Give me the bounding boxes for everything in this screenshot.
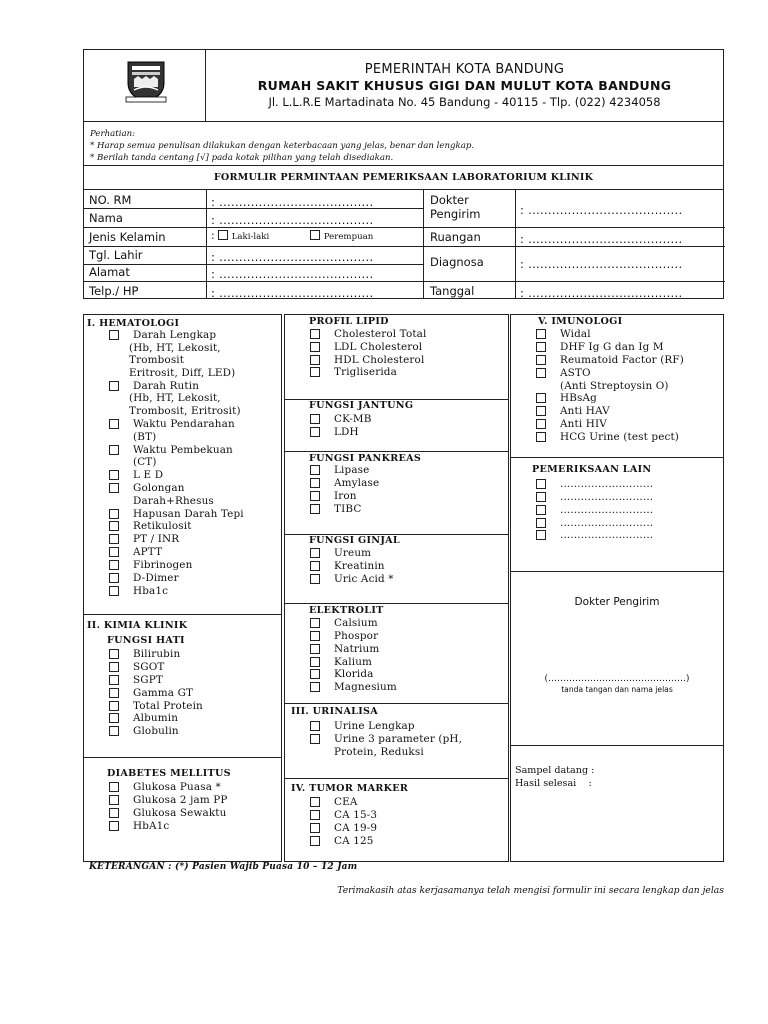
item-phospor[interactable]: Phospor: [334, 630, 378, 643]
item-trigliserida[interactable]: Trigliserida: [334, 366, 397, 379]
item-sub: Trombosit, Eritrosit): [129, 405, 241, 417]
checkbox[interactable]: [109, 649, 119, 659]
item-sgot[interactable]: SGOT: [133, 661, 164, 674]
item-kalium[interactable]: Kalium: [334, 656, 372, 669]
item-hbsag[interactable]: HBsAg: [560, 392, 597, 405]
item-retikulosit[interactable]: Retikulosit: [133, 520, 192, 533]
pemeriksaan-lain-title: PEMERIKSAAN LAIN: [532, 464, 652, 475]
urinalisa-title: III. URINALISA: [291, 706, 378, 717]
checkbox[interactable]: [310, 618, 320, 628]
checkbox[interactable]: [310, 631, 320, 641]
footer-keterangan: KETERANGAN : (*) Pasien Wajib Puasa 10 – 12 Jam: [89, 862, 358, 872]
instruction-2: * Berilah tanda centang [√] pada kotak pilihan yang telah disediakan.: [90, 153, 394, 163]
label-tanggal: Tanggal: [430, 284, 475, 298]
field-dokter-pengirim[interactable]: : .......................................: [520, 203, 683, 217]
item-sub: Darah+Rhesus: [133, 495, 214, 507]
item-amylase[interactable]: Amylase: [334, 477, 379, 490]
government-name: PEMERINTAH KOTA BANDUNG: [364, 62, 565, 77]
item-sub: Trombosit: [129, 354, 185, 366]
item-globulin[interactable]: Globulin: [133, 725, 179, 738]
label-diagnosa: Diagnosa: [430, 255, 484, 269]
item-lain-5[interactable]: ...........................: [560, 529, 653, 542]
checkbox[interactable]: [109, 381, 119, 391]
field-jenis-kelamin: : Laki-laki Perempuan: [211, 229, 374, 242]
item-cholesterol-total[interactable]: Cholesterol Total: [334, 328, 427, 341]
checkbox[interactable]: [536, 530, 546, 540]
checkbox[interactable]: [109, 547, 119, 557]
checkbox[interactable]: [109, 330, 119, 340]
item-natrium[interactable]: Natrium: [334, 643, 379, 656]
divider: [206, 190, 207, 299]
item-cea[interactable]: CEA: [334, 796, 358, 809]
checkbox[interactable]: [310, 414, 320, 424]
option-perempuan: Perempuan: [323, 232, 374, 242]
field-no-rm[interactable]: : .......................................: [211, 195, 374, 209]
item-anti-hiv[interactable]: Anti HIV: [560, 418, 607, 431]
item-asto[interactable]: ASTO: [560, 367, 591, 380]
elektrolit-title: ELEKTROLIT: [309, 605, 384, 616]
item-pt-inr[interactable]: PT / INR: [133, 533, 179, 546]
item-sub: (Anti Streptoysin O): [560, 380, 669, 392]
item-sub: (Hb, HT, Lekosit,: [129, 342, 221, 354]
field-diagnosa[interactable]: : .......................................: [520, 257, 683, 271]
checkbox[interactable]: [536, 393, 546, 403]
item-magnesium[interactable]: Magnesium: [334, 681, 397, 694]
item-aptt[interactable]: APTT: [133, 546, 162, 559]
divider: [84, 246, 725, 247]
label-alamat: Alamat: [89, 265, 130, 279]
instruction-1: * Harap semua penulisan dilakukan dengan keterbacaan yang jelas, benar dan lengkap.: [90, 141, 475, 151]
field-tgl-lahir[interactable]: : .......................................: [211, 250, 374, 264]
item-kreatinin[interactable]: Kreatinin: [334, 560, 385, 573]
label-jenis-kelamin: Jenis Kelamin: [89, 230, 166, 244]
item-glukosa-puasa[interactable]: Glukosa Puasa *: [133, 781, 221, 794]
item-d-dimer[interactable]: D-Dimer: [133, 572, 179, 585]
checkbox[interactable]: [109, 688, 119, 698]
item-hcg-urine[interactable]: HCG Urine (test pect): [560, 431, 679, 444]
item-lain-1[interactable]: ...........................: [560, 478, 653, 491]
item-lain-4[interactable]: ...........................: [560, 517, 653, 530]
checkbox[interactable]: [310, 491, 320, 501]
label-ruangan: Ruangan: [430, 230, 481, 244]
checkbox[interactable]: [310, 427, 320, 437]
divider: [84, 264, 423, 265]
item-sub: Eritrosit, Diff, LED): [129, 367, 236, 379]
checkbox[interactable]: [310, 355, 320, 365]
item-golongan-darah[interactable]: Golongan: [133, 482, 185, 495]
divider: [84, 227, 725, 228]
checkbox[interactable]: [536, 355, 546, 365]
item-dhf[interactable]: DHF Ig G dan Ig M: [560, 341, 664, 354]
label-dokter-pengirim: Dokter Pengirim: [430, 193, 481, 221]
item-uric-acid[interactable]: Uric Acid *: [334, 573, 394, 586]
checkbox[interactable]: [109, 483, 119, 493]
checkbox[interactable]: [536, 505, 546, 515]
hematologi-title: I. HEMATOLOGI: [87, 318, 180, 329]
item-reumatoid-factor[interactable]: Reumatoid Factor (RF): [560, 354, 684, 367]
item-lipase[interactable]: Lipase: [334, 464, 369, 477]
instructions: [83, 121, 724, 166]
item-glukosa-2-jam-pp[interactable]: Glukosa 2 jam PP: [133, 794, 228, 807]
item-tibc[interactable]: TIBC: [334, 503, 361, 516]
item-ureum[interactable]: Ureum: [334, 547, 371, 560]
checkbox[interactable]: [109, 470, 119, 480]
checkbox[interactable]: [536, 479, 546, 489]
field-tanggal[interactable]: : .......................................: [520, 286, 683, 300]
item-fibrinogen[interactable]: Fibrinogen: [133, 559, 192, 572]
divider: [515, 190, 516, 299]
divider: [84, 281, 725, 282]
checkbox[interactable]: [109, 521, 119, 531]
checkbox[interactable]: [109, 808, 119, 818]
field-alamat[interactable]: : .......................................: [211, 267, 374, 281]
fungsi-ginjal-title: FUNGSI GINJAL: [309, 535, 400, 546]
tumor-marker-title: IV. TUMOR MARKER: [291, 783, 409, 794]
item-urine-3-parameter[interactable]: Urine 3 parameter (pH,: [334, 733, 462, 746]
exam-grid: [83, 314, 724, 862]
item-ca-19-9[interactable]: CA 19-9: [334, 822, 377, 835]
checkbox[interactable]: [109, 509, 119, 519]
item-total-protein[interactable]: Total Protein: [133, 700, 203, 713]
checkbox[interactable]: [109, 675, 119, 685]
item-anti-hav[interactable]: Anti HAV: [560, 405, 610, 418]
hospital-address: Jl. L.L.R.E Martadinata No. 45 Bandung - 40115 - Tlp. (022) 4234058: [268, 95, 661, 109]
signature-line[interactable]: (……………………………………….): [544, 674, 690, 684]
fungsi-jantung-title: FUNGSI JANTUNG: [309, 400, 414, 411]
checkbox[interactable]: [109, 662, 119, 672]
profil-lipid-title: PROFIL LIPID: [309, 316, 389, 327]
checkbox[interactable]: [109, 795, 119, 805]
checkbox[interactable]: [310, 823, 320, 833]
form-title: FORMULIR PERMINTAAN PEMERIKSAAN LABORATORIUM KLINIK: [84, 166, 723, 190]
field-ruangan[interactable]: : .......................................: [520, 232, 683, 246]
checkbox[interactable]: [109, 586, 119, 596]
checkbox[interactable]: [310, 504, 320, 514]
item-urine-lengkap[interactable]: Urine Lengkap: [334, 720, 415, 733]
signature-title: Dokter Pengirim: [574, 596, 660, 608]
item-sub: (CT): [133, 456, 157, 468]
checkbox[interactable]: [310, 478, 320, 488]
fungsi-pankreas-title: FUNGSI PANKREAS: [309, 453, 422, 464]
checkbox[interactable]: [109, 713, 119, 723]
fungsi-hati-title: FUNGSI HATI: [107, 635, 185, 646]
item-hdl-cholesterol[interactable]: HDL Cholesterol: [334, 354, 424, 367]
item-sub: (Hb, HT, Lekosit,: [129, 392, 221, 404]
label-tgl-lahir: Tgl. Lahir: [89, 248, 143, 262]
item-hba1c[interactable]: HbA1c: [133, 820, 169, 833]
checkbox[interactable]: [536, 492, 546, 502]
sampel-datang[interactable]: Sampel datang :: [515, 765, 595, 776]
checkbox[interactable]: [109, 821, 119, 831]
label-nama: Nama: [89, 211, 123, 225]
checkbox[interactable]: [310, 810, 320, 820]
patient-identity-table: [83, 165, 724, 299]
item-ca-125[interactable]: CA 125: [334, 835, 374, 848]
divider: [423, 190, 424, 299]
hospital-name: RUMAH SAKIT KHUSUS GIGI DAN MULUT KOTA BANDUNG: [257, 78, 672, 93]
item-ca-15-3[interactable]: CA 15-3: [334, 809, 377, 822]
item-hba1c-hema[interactable]: Hba1c: [133, 585, 168, 598]
checkbox[interactable]: [310, 721, 320, 731]
item-ldl-cholesterol[interactable]: LDL Cholesterol: [334, 341, 422, 354]
logo-cell: [84, 50, 206, 122]
instructions-title: Perhatian:: [90, 129, 136, 139]
field-telp[interactable]: : .......................................: [211, 286, 374, 300]
diabetes-title: DIABETES MELLITUS: [107, 768, 231, 779]
checkbox[interactable]: [310, 548, 320, 558]
checkbox[interactable]: [310, 465, 320, 475]
imunologi-title: V. IMUNOLOGI: [538, 316, 623, 327]
item-waktu-pendarahan[interactable]: Waktu Pendarahan: [133, 418, 235, 431]
checkbox[interactable]: [536, 419, 546, 429]
checkbox[interactable]: [310, 682, 320, 692]
option-laki-laki: Laki-laki: [231, 232, 270, 242]
item-gamma-gt[interactable]: Gamma GT: [133, 687, 193, 700]
kimia-title: II. KIMIA KLINIK: [87, 620, 188, 631]
label-no-rm: NO. RM: [89, 193, 132, 207]
item-albumin[interactable]: Albumin: [133, 712, 178, 725]
checkbox[interactable]: [536, 342, 546, 352]
item-lain-2[interactable]: ...........................: [560, 491, 653, 504]
checkbox[interactable]: [310, 836, 320, 846]
hasil-selesai[interactable]: Hasil selesai :: [515, 778, 592, 789]
item-widal[interactable]: Widal: [560, 328, 591, 341]
checkbox[interactable]: [310, 367, 320, 377]
label-telp: Telp./ HP: [89, 284, 139, 298]
checkbox[interactable]: [109, 445, 119, 455]
item-darah-rutin[interactable]: Darah Rutin: [133, 380, 199, 393]
checkbox[interactable]: [310, 329, 320, 339]
item-led[interactable]: L E D: [133, 469, 163, 482]
checkbox[interactable]: [536, 518, 546, 528]
field-nama[interactable]: : .......................................: [211, 213, 374, 227]
bandung-city-emblem-icon: [124, 59, 168, 103]
checkbox[interactable]: [310, 574, 320, 584]
form-header: [83, 49, 724, 122]
checkbox[interactable]: [109, 419, 119, 429]
checkbox[interactable]: [109, 534, 119, 544]
checkbox[interactable]: [109, 573, 119, 583]
checkbox[interactable]: [310, 561, 320, 571]
checkbox[interactable]: [310, 342, 320, 352]
checkbox[interactable]: [536, 329, 546, 339]
checkbox-laki-laki[interactable]: [218, 230, 228, 240]
checkbox[interactable]: [536, 368, 546, 378]
checkbox[interactable]: [310, 797, 320, 807]
item-lain-3[interactable]: ...........................: [560, 504, 653, 517]
checkbox[interactable]: [536, 406, 546, 416]
signature-caption: tanda tangan dan nama jelas: [561, 685, 673, 694]
section-sampel: [510, 745, 724, 862]
item-glukosa-sewaktu[interactable]: Glukosa Sewaktu: [133, 807, 226, 820]
item-darah-lengkap[interactable]: Darah Lengkap: [133, 329, 216, 342]
item-calsium[interactable]: Calsium: [334, 617, 378, 630]
item-sub: Protein, Reduksi: [334, 746, 424, 758]
checkbox[interactable]: [310, 644, 320, 654]
checkbox[interactable]: [310, 657, 320, 667]
item-hapusan-darah-tepi[interactable]: Hapusan Darah Tepi: [133, 508, 244, 521]
checkbox-perempuan[interactable]: [310, 230, 320, 240]
checkbox[interactable]: [310, 669, 320, 679]
item-iron[interactable]: Iron: [334, 490, 357, 503]
item-ldh[interactable]: LDH: [334, 426, 359, 439]
checkbox[interactable]: [109, 782, 119, 792]
item-klorida[interactable]: Klorida: [334, 668, 374, 681]
checkbox[interactable]: [310, 734, 320, 744]
item-bilirubin[interactable]: Bilirubin: [133, 648, 180, 661]
header-text: [206, 50, 723, 122]
footer-thanks: Terimakasih atas kerjasamanya telah mengisi formulir ini secara lengkap dan jelas: [337, 885, 724, 896]
item-sgpt[interactable]: SGPT: [133, 674, 163, 687]
checkbox[interactable]: [109, 560, 119, 570]
item-ck-mb[interactable]: CK-MB: [334, 413, 372, 426]
item-sub: (BT): [133, 431, 157, 443]
checkbox[interactable]: [536, 432, 546, 442]
item-waktu-pembekuan[interactable]: Waktu Pembekuan: [133, 444, 233, 457]
checkbox[interactable]: [109, 726, 119, 736]
checkbox[interactable]: [109, 701, 119, 711]
